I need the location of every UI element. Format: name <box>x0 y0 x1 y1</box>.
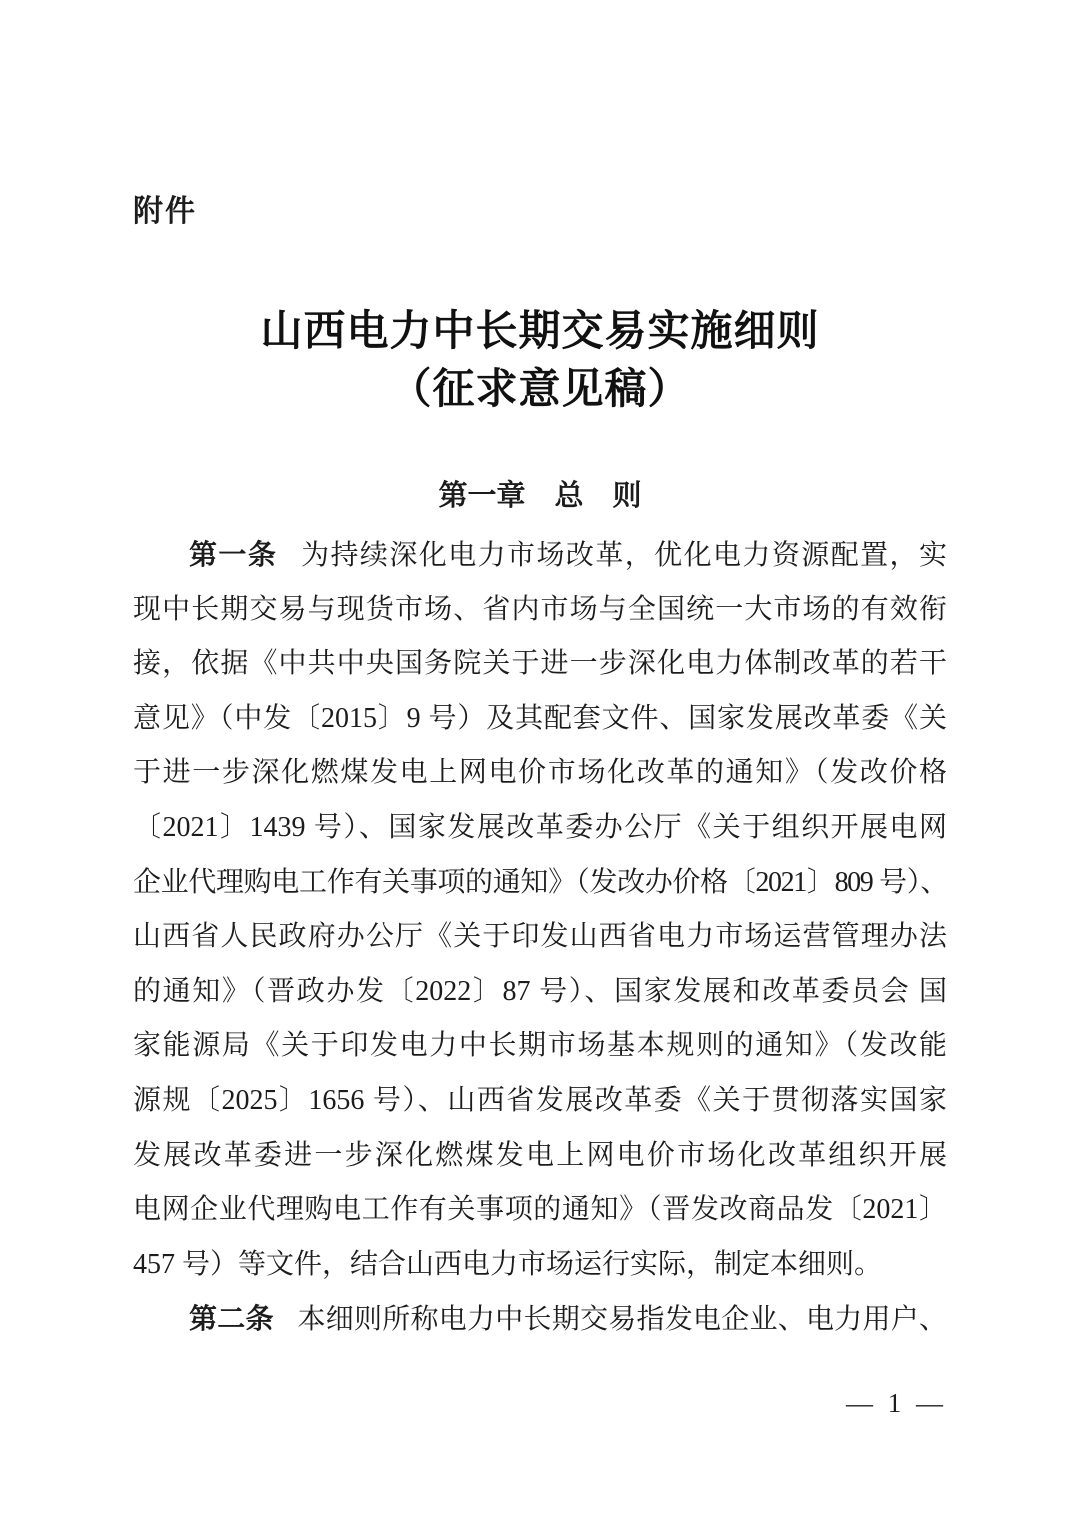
article-number-label: 第一条 <box>189 539 278 570</box>
body-line: 接，依据《中共中央国务院关于进一步深化电力体制改革的若干 <box>133 648 947 680</box>
body-line: 的通知》（晋政办发〔2022〕87 号）、国家发展和改革委员会 国 <box>133 975 947 1007</box>
body-line <box>133 1292 947 1347</box>
body-line-text: 本细则所称电力中长期交易指发电企业、电力用户、 <box>297 1304 947 1336</box>
article-number-label: 第二条 <box>189 1303 274 1335</box>
attachment-label: 附件 <box>133 195 197 228</box>
document-body <box>133 528 947 1347</box>
body-line: 电网企业代理购电工作有关事项的通知》（晋发改商品发〔2021〕 <box>133 1194 947 1226</box>
body-line: 山西省人民政府办公厅《关于印发山西省电力市场运营管理办法 <box>133 921 947 953</box>
body-line: 现中长期交易与现货市场、省内市场与全国统一大市场的有效衔 <box>133 593 947 625</box>
body-line: 意见》（中发〔2015〕9 号）及其配套文件、国家发展改革委《关 <box>133 702 947 734</box>
body-line: 企业代理购电工作有关事项的通知》（发改办价格〔2021〕809 号）、 <box>133 866 947 898</box>
body-line: 发展改革委进一步深化燃煤发电上网电价市场化改革组织开展 <box>133 1139 947 1171</box>
body-line <box>133 528 947 583</box>
body-line-text: 为持续深化电力市场改革，优化电力资源配置，实 <box>301 540 947 571</box>
chapter-heading: 第一章 总 则 <box>438 480 642 512</box>
body-line: 于进一步深化燃煤发电上网电价市场化改革的通知》（发改价格 <box>133 757 947 789</box>
page-number: — 1 — <box>846 1388 947 1418</box>
document-title-line-1: 山西电力中长期交易实施细则 <box>260 309 820 355</box>
document-title-line-2: （征求意见稿） <box>389 367 691 413</box>
body-line: 〔2021〕1439 号）、国家发展改革委办公厅《关于组织开展电网 <box>133 811 947 843</box>
body-line: 家能源局《关于印发电力中长期市场基本规则的通知》（发改能 <box>133 1030 947 1062</box>
document-title <box>0 303 1080 419</box>
body-line: 457 号）等文件，结合山西电力市场运行实际，制定本细则。 <box>133 1248 883 1280</box>
body-line: 源规〔2025〕1656 号）、山西省发展改革委《关于贯彻落实国家 <box>133 1084 947 1116</box>
